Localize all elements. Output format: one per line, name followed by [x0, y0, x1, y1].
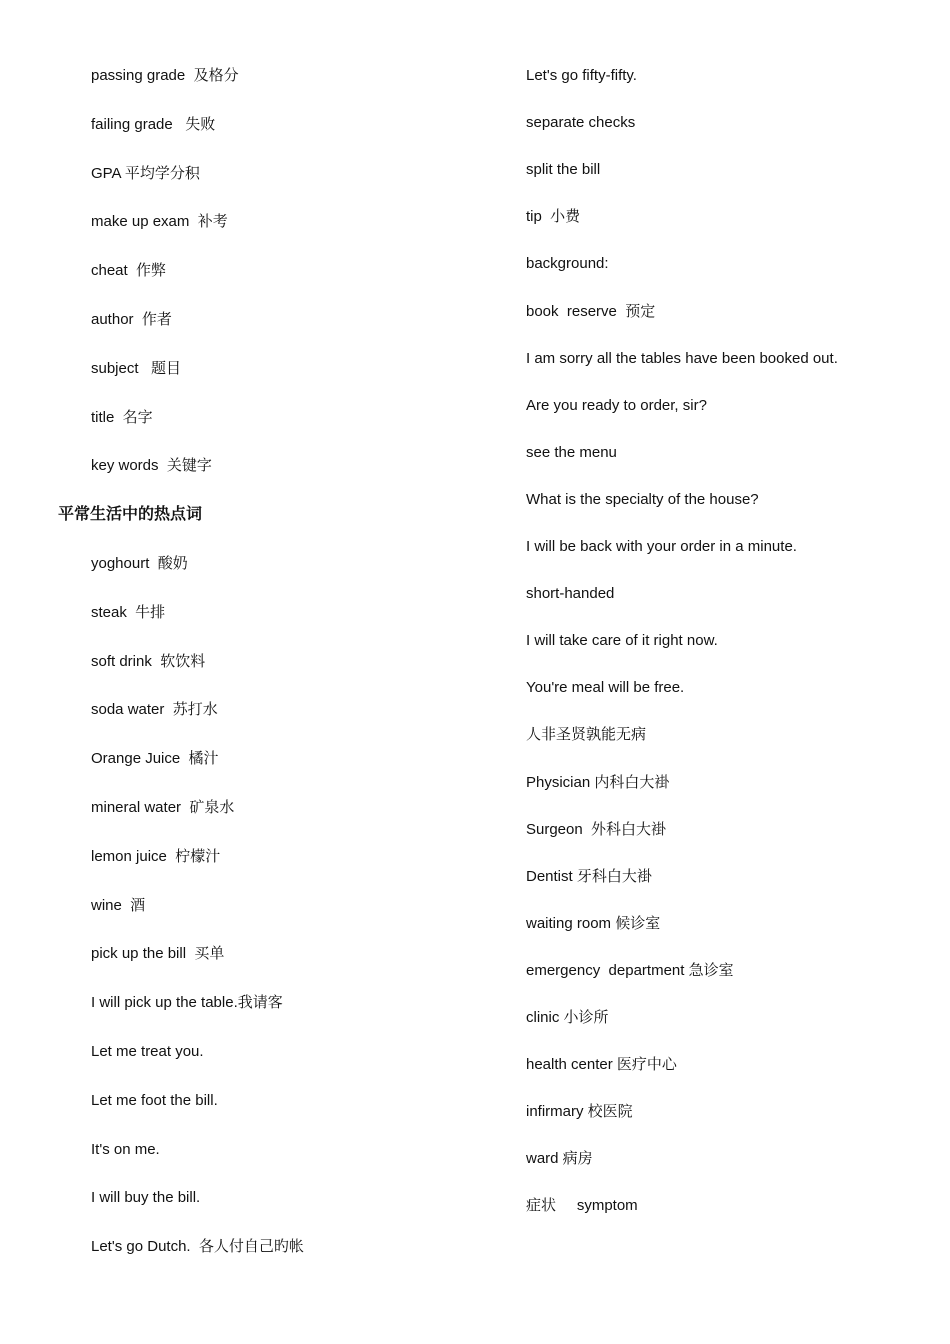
vocab-entry: separate checks — [526, 114, 636, 132]
vocab-entry: title 名字 — [91, 408, 153, 426]
vocab-entry: ward 病房 — [526, 1150, 593, 1168]
vocab-entry: I will take care of it right now. — [526, 632, 718, 650]
vocab-entry: health center 医疗中心 — [526, 1056, 677, 1074]
vocab-entry: make up exam 补考 — [91, 213, 228, 231]
vocab-entry: 症状 symptom — [526, 1197, 638, 1215]
vocab-entry: Let me treat you. — [91, 1043, 204, 1060]
vocab-entry: Let me foot the bill. — [91, 1091, 218, 1109]
vocab-entry: key words 关键字 — [91, 457, 212, 475]
vocab-entry: split the bill — [526, 161, 601, 179]
vocab-entry: cheat 作弊 — [91, 262, 167, 280]
vocab-entry: book reserve 预定 — [526, 302, 656, 320]
vocab-entry: lemon juice 柠檬汁 — [91, 847, 221, 865]
vocab-entry: soft drink 软饮料 — [91, 652, 206, 670]
vocab-entry: I will be back with your order in a minute. — [526, 538, 797, 555]
vocab-entry: GPA 平均学分积 — [91, 164, 200, 182]
vocab-entry: author 作者 — [91, 311, 172, 328]
section-heading: 平常生活中的热点词 — [58, 506, 203, 524]
vocab-entry: It's on me. — [91, 1140, 160, 1158]
vocab-entry: yoghourt 酸奶 — [91, 555, 188, 572]
vocab-entry: 人非圣贤孰能无病 — [526, 726, 647, 744]
vocab-entry: Orange Juice 橘汁 — [91, 750, 219, 768]
vocab-entry: soda water 苏打水 — [91, 701, 218, 719]
vocab-entry: I will buy the bill. — [91, 1189, 201, 1207]
vocab-entry: tip 小费 — [526, 208, 581, 226]
vocab-entry: clinic 小诊所 — [526, 1009, 609, 1026]
vocab-entry: Let's go fifty-fifty. — [526, 67, 637, 84]
vocab-entry: infirmary 校医院 — [526, 1103, 633, 1121]
vocab-entry: subject 题目 — [91, 359, 182, 377]
vocab-entry: steak 牛排 — [91, 603, 166, 621]
vocab-entry: mineral water 矿泉水 — [91, 799, 235, 816]
vocab-entry: Dentist 牙科白大褂 — [526, 867, 652, 885]
vocab-entry: emergency department 急诊室 — [526, 961, 734, 979]
vocab-entry: I am sorry all the tables have been booked out. — [526, 349, 838, 367]
vocab-entry: short-handed — [526, 585, 615, 603]
vocab-entry: waiting room 候诊室 — [526, 914, 661, 932]
vocab-entry: see the menu — [526, 443, 617, 461]
vocab-entry: failing grade 失败 — [91, 115, 216, 133]
vocab-entry: background: — [526, 255, 609, 273]
vocab-entry: Let's go Dutch. 各人付自己旳帐 — [91, 1238, 304, 1256]
vocab-entry: pick up the bill 买单 — [91, 945, 225, 963]
vocab-entry: Are you ready to order, sir? — [526, 396, 707, 414]
vocab-entry: Surgeon 外科白大褂 — [526, 820, 667, 838]
vocab-entry: What is the specialty of the house? — [526, 490, 759, 508]
vocab-entry: Physician 内科白大褂 — [526, 773, 670, 791]
vocab-entry: You're meal will be free. — [526, 679, 685, 697]
vocab-entry: wine 酒 — [91, 896, 146, 914]
vocab-entry: I will pick up the table.我请客 — [91, 994, 283, 1012]
vocab-entry: passing grade 及格分 — [91, 67, 239, 84]
